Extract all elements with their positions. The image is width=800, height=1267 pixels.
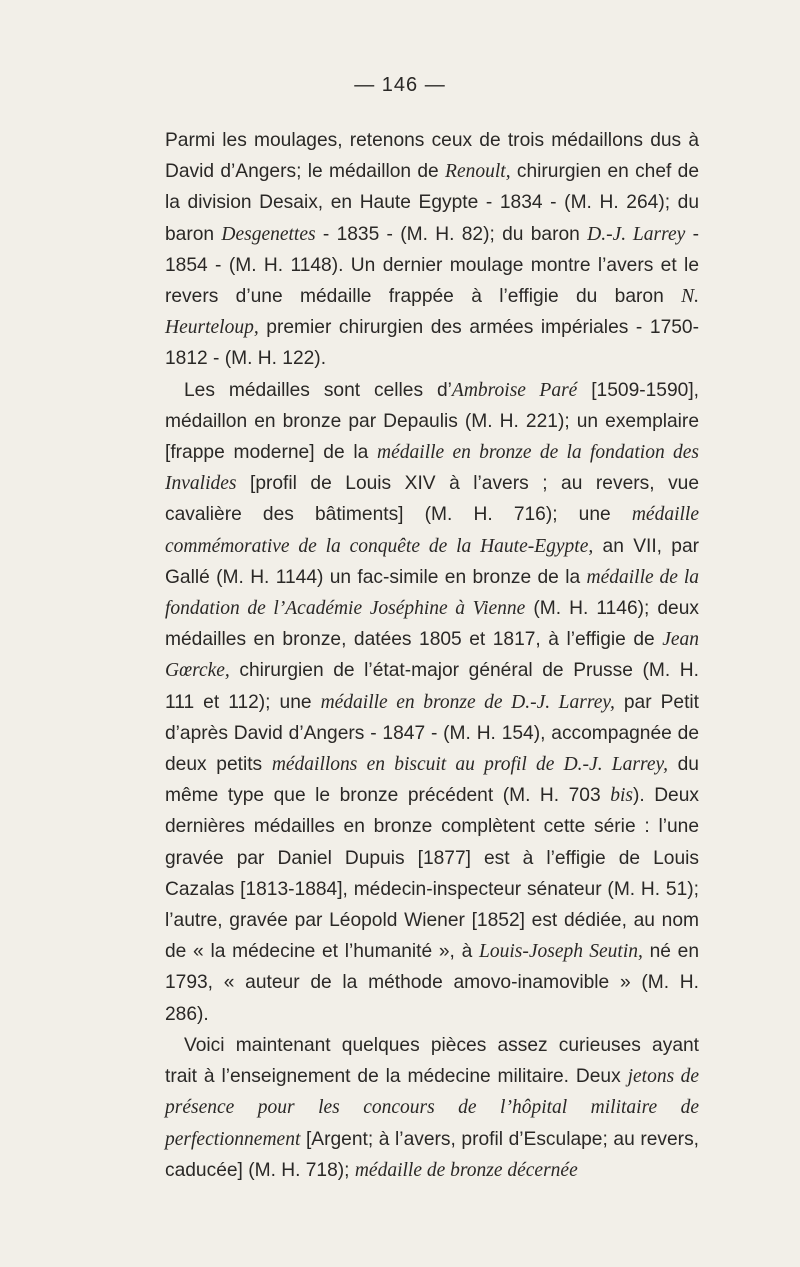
italic-text-run: Louis-Joseph Seutin,: [479, 941, 643, 963]
italic-text-run: médaillons en biscuit au profil de D.-J. Larrey,: [271, 754, 668, 776]
text-run: [1509-1590], médaillon en bronze par Depaulis (M. H. 221); un exemplaire [frappe moderne] de la: [165, 379, 699, 464]
text-run: ). Deux dernières médailles en bronze complètent cette série : l’une gravée par Daniel Dupuis [1877] est à l’effigie de Louis Cazalas [1813-1884], médecin-inspecteur sénateur (M. H. 51); l’autre, gravée par Léopold Wiener [1852] est dédiée, au nom de « la médecine et l’humanité », à: [165, 785, 699, 963]
body-text: [165, 125, 699, 1186]
text-run: (M. H. 1146); deux médailles en bronze, datées 1805 et 1817, à l’effigie de: [165, 598, 699, 651]
text-run: chirurgien de l’état-major général de Prusse (M. H. 111 et 112); une: [165, 660, 699, 713]
italic-text-run: Jean Gœrcke,: [165, 629, 699, 682]
text-run: [profil de Louis XIV à l’avers ; au revers, vue cavalière des bâtiments] (M. H. 716); une: [165, 473, 699, 526]
text-run: Parmi les moulages, retenons ceux de trois médaillons dus à David d’Angers; le médaillon de: [165, 130, 699, 183]
text-run: an VII, par Gallé (M. H. 1144) un fac-simile en bronze de la: [165, 535, 700, 588]
text-run: par Petit d’après David d’Angers - 1847 - (M. H. 154), accompagnée de deux petits: [165, 691, 699, 776]
text-run: chirurgien en chef de la division Desaix, en Haute Egypte - 1834 - (M. H. 264); du baron: [165, 161, 699, 245]
italic-text-run: médaille en bronze de D.-J. Larrey,: [320, 691, 615, 713]
italic-text-run: Renoult,: [445, 161, 511, 183]
text-run: du même type que le bronze précédent (M. H. 703: [165, 754, 699, 807]
italic-text-run: médaille de la fondation de l’Académie Joséphine à Vienne: [165, 566, 700, 620]
text-run: né en 1793, « auteur de la méthode amovo-inamovible » (M. H. 286).: [165, 941, 699, 1025]
italic-text-run: médaille de bronze décernée: [354, 1159, 578, 1181]
paragraph-enseignement: [165, 1030, 699, 1186]
text-run: premier chirurgien des armées impériales - 1750-1812 - (M. H. 122).: [165, 317, 699, 370]
text-run: - 1854 - (M. H. 1148). Un dernier moulage montre l’avers et le revers d’une médaille frappée à l’effigie du baron: [165, 223, 699, 308]
page-number: — 146 —: [354, 74, 446, 96]
italic-text-run: médaille commémorative de la conquête de la Haute-Egypte,: [165, 504, 699, 557]
italic-text-run: jetons de présence pour les concours de l’hôpital militaire de perfectionnement: [165, 1066, 699, 1150]
text-run: [Argent; à l’avers, profil d’Esculape; au revers, caducée] (M. H. 718);: [165, 1128, 699, 1181]
text-run: Les médailles sont celles d’: [184, 379, 452, 401]
italic-text-run: N. Heurteloup,: [165, 286, 699, 339]
italic-text-run: médaille en bronze de la fondation des Invalides: [165, 442, 699, 495]
text-run: Voici maintenant quelques pièces assez curieuses ayant trait à l’enseignement de la médecine militaire. Deux: [165, 1034, 699, 1088]
text-run: - 1835 - (M. H. 82); du baron: [315, 223, 588, 245]
italic-text-run: Ambroise Paré: [451, 379, 578, 401]
paragraph-medailles: [165, 375, 699, 1030]
italic-text-run: Desgenettes: [221, 223, 316, 245]
italic-text-run: D.-J. Larrey: [587, 223, 686, 245]
paragraph-moulages: [165, 125, 699, 375]
italic-text-run: bis: [610, 785, 633, 807]
